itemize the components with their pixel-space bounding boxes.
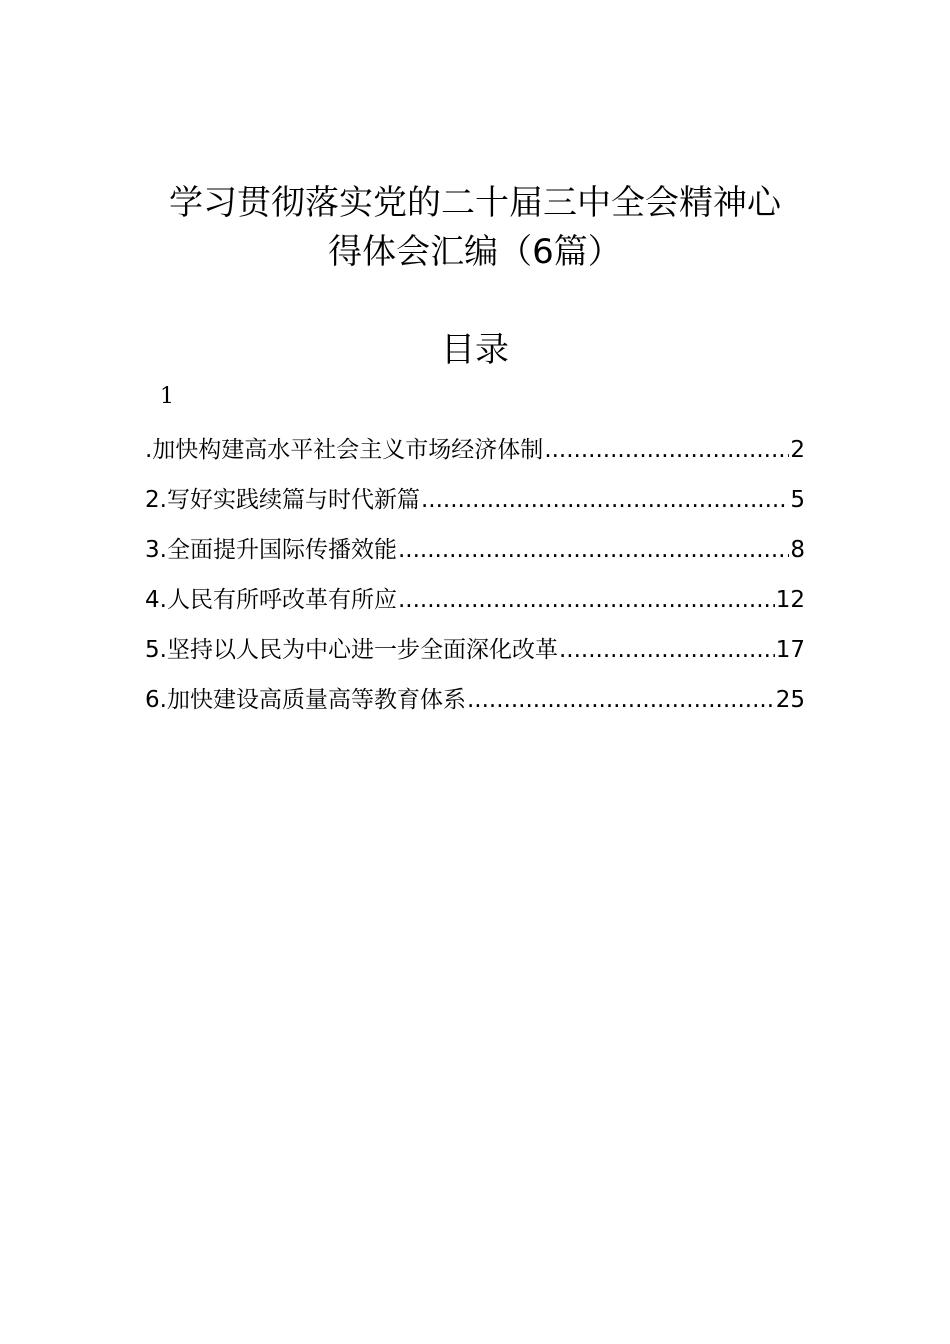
toc-entry-label: 3.全面提升国际传播效能 [145,537,397,563]
toc-dot-leader [398,586,775,614]
toc-entry[interactable] [145,436,805,486]
toc-entry-page: 5 [790,487,805,513]
table-of-contents [145,436,805,736]
toc-entry[interactable] [145,636,805,686]
toc-entry-label: 4.人民有所呼改革有所应 [145,587,397,613]
toc-entry[interactable] [145,486,805,536]
toc-entry-label: 2.写好实践续篇与时代新篇 [145,487,420,513]
toc-dot-leader [559,636,775,664]
toc-dot-leader [398,536,789,564]
toc-entry-page: 17 [775,637,805,663]
toc-entry-label: .加快构建高水平社会主义市场经济体制 [145,437,544,463]
toc-entry-label: 5.坚持以人民为中心进一步全面深化改革 [145,637,558,663]
document-title-line-1: 学习贯彻落实党的二十届三中全会精神心 [169,183,781,223]
toc-dot-leader [544,436,789,464]
toc-entry[interactable] [145,586,805,636]
toc-entry[interactable] [145,536,805,586]
stray-number: 1 [160,384,174,409]
toc-entry[interactable] [145,686,805,736]
toc-entry-page: 12 [775,587,805,613]
document-title-line-2: 得体会汇编（6篇） [328,232,622,272]
toc-entry-label: 6.加快建设高质量高等教育体系 [145,687,466,713]
toc-entry-page: 25 [775,687,805,713]
toc-heading: 目录 [441,330,509,370]
toc-entry-page: 2 [790,437,805,463]
toc-entry-page: 8 [790,537,805,563]
toc-dot-leader [421,486,789,514]
toc-dot-leader [467,686,775,714]
